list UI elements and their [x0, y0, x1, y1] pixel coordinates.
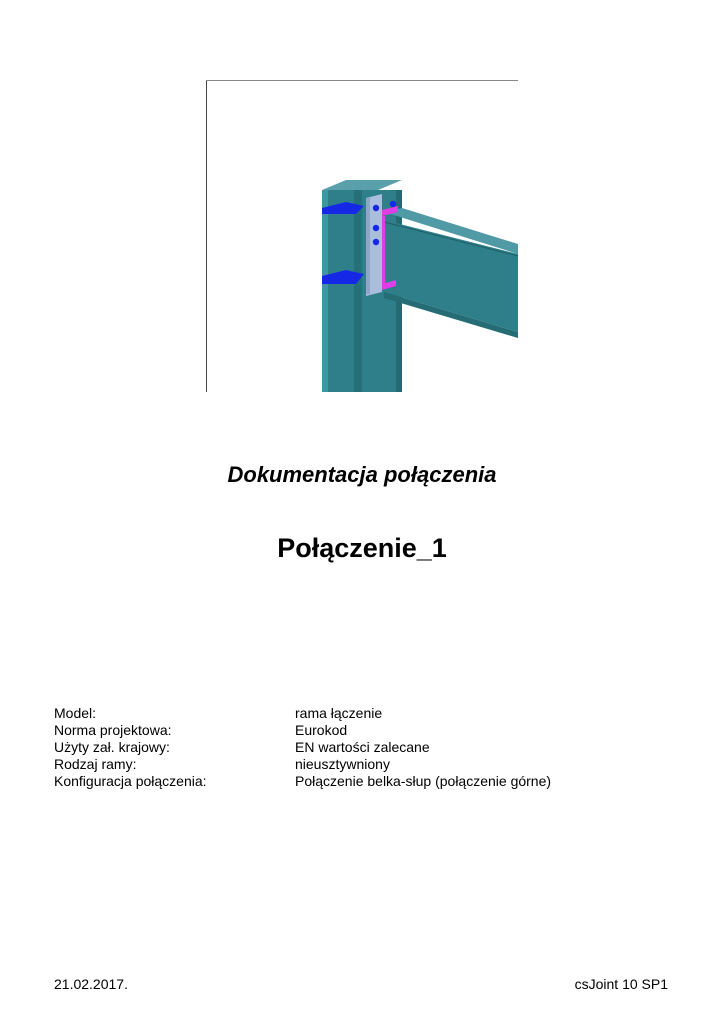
connection-3d-figure: [206, 80, 518, 392]
info-value: EN wartości zalecane: [295, 739, 430, 755]
info-label: Rodzaj ramy:: [54, 756, 137, 772]
info-label: Użyty zał. krajowy:: [54, 739, 170, 755]
footer-software: csJoint 10 SP1: [574, 976, 668, 992]
footer-date: 21.02.2017.: [54, 976, 128, 992]
info-label: Norma projektowa:: [54, 722, 172, 738]
info-value: nieusztywniony: [295, 756, 390, 772]
steel-connection-icon: [206, 80, 518, 392]
document-subtitle: Dokumentacja połączenia: [227, 462, 497, 487]
info-row-configuration: [54, 773, 674, 790]
info-value: Eurokod: [295, 722, 348, 738]
connection-info-table: [54, 705, 674, 790]
info-row-design-code: [54, 722, 674, 739]
info-row-model: [54, 705, 674, 722]
info-label: Konfiguracja połączenia:: [54, 773, 207, 789]
info-value: Połączenie belka-słup (połączenie górne): [295, 773, 552, 789]
info-label: Model:: [54, 705, 97, 721]
info-row-frame-type: [54, 756, 674, 773]
info-row-national-annex: [54, 739, 674, 756]
connection-title: Połączenie_1: [277, 533, 447, 563]
info-value: rama łączenie: [295, 705, 383, 721]
